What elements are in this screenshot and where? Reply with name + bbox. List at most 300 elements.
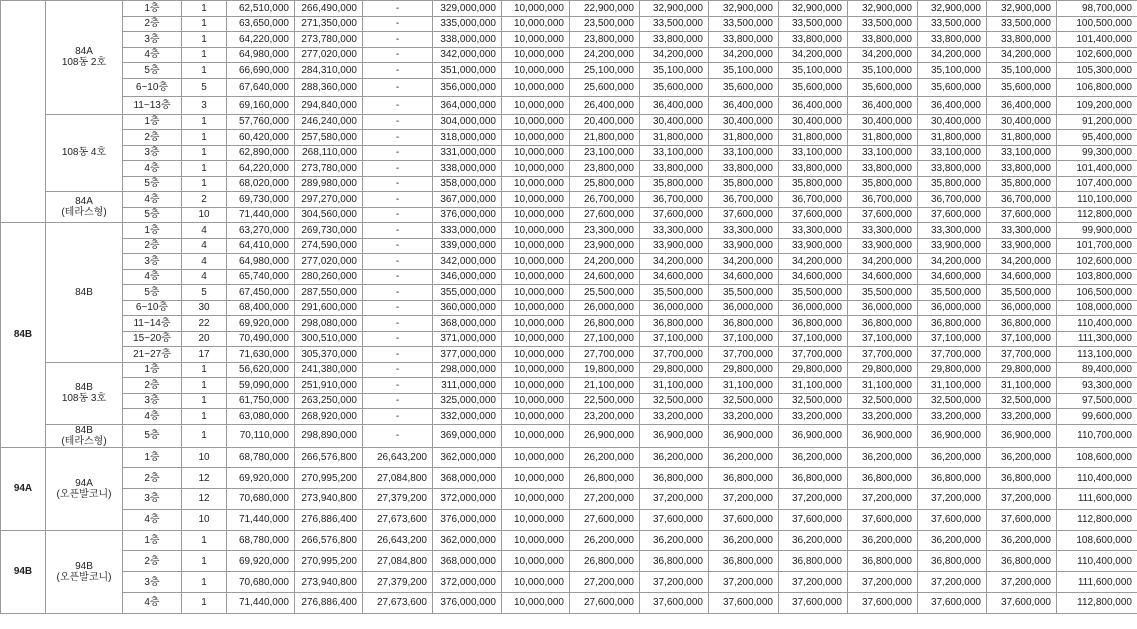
unit-group-label-line: 84A	[75, 196, 93, 207]
cell-installment-3: 37,200,000	[709, 489, 779, 510]
cell-building-price: 273,940,800	[295, 572, 363, 593]
cell-balance: 109,200,000	[1057, 96, 1137, 114]
cell-installment-2: 37,600,000	[640, 593, 709, 614]
cell-installment-2: 32,900,000	[640, 1, 709, 17]
cell-installment-1: 20,400,000	[570, 114, 640, 130]
cell-vat: -	[363, 63, 433, 79]
cell-contract: 10,000,000	[502, 1, 570, 17]
cell-installment-4: 33,100,000	[779, 145, 848, 161]
cell-installment-6: 35,500,000	[918, 285, 987, 301]
cell-vat: -	[363, 347, 433, 363]
cell-vat: -	[363, 1, 433, 17]
cell-installment-3: 34,200,000	[709, 254, 779, 270]
cell-units: 1	[182, 593, 227, 614]
cell-land-price: 68,780,000	[227, 447, 295, 468]
cell-installment-7: 36,800,000	[987, 468, 1057, 489]
unit-group-label-line: 108동 2호	[61, 57, 107, 69]
cell-installment-2: 37,200,000	[640, 572, 709, 593]
unit-group-label-line: (테라스형)	[61, 207, 107, 218]
cell-balance: 112,800,000	[1057, 509, 1137, 530]
cell-installment-5: 34,600,000	[848, 269, 918, 285]
cell-building-price: 289,980,000	[295, 176, 363, 192]
cell-building-price: 268,110,000	[295, 145, 363, 161]
cell-units: 1	[182, 424, 227, 447]
cell-balance: 89,400,000	[1057, 362, 1137, 378]
cell-contract: 10,000,000	[502, 530, 570, 551]
cell-installment-4: 33,900,000	[779, 238, 848, 254]
cell-installment-2: 37,100,000	[640, 331, 709, 347]
table-row	[1, 447, 1137, 468]
cell-installment-2: 35,800,000	[640, 176, 709, 192]
cell-contract: 10,000,000	[502, 254, 570, 270]
cell-floor: 4층	[123, 593, 182, 614]
cell-units: 4	[182, 254, 227, 270]
cell-units: 1	[182, 378, 227, 394]
cell-installment-6: 37,200,000	[918, 489, 987, 510]
cell-units: 1	[182, 572, 227, 593]
cell-building-price: 273,940,800	[295, 489, 363, 510]
cell-balance: 98,700,000	[1057, 1, 1137, 17]
cell-installment-3: 36,200,000	[709, 447, 779, 468]
cell-contract: 10,000,000	[502, 16, 570, 32]
cell-vat: -	[363, 47, 433, 63]
cell-installment-1: 26,200,000	[570, 447, 640, 468]
cell-floor: 2층	[123, 130, 182, 146]
table-row	[1, 424, 1137, 447]
cell-installment-3: 37,700,000	[709, 347, 779, 363]
cell-installment-1: 26,800,000	[570, 551, 640, 572]
cell-vat: 27,379,200	[363, 572, 433, 593]
cell-installment-2: 34,200,000	[640, 254, 709, 270]
cell-installment-4: 33,800,000	[779, 161, 848, 177]
cell-installment-7: 34,200,000	[987, 254, 1057, 270]
cell-vat: -	[363, 192, 433, 208]
cell-land-price: 64,220,000	[227, 32, 295, 48]
unit-group-cell	[46, 192, 123, 223]
unit-group-cell	[46, 1, 123, 115]
cell-vat: -	[363, 145, 433, 161]
cell-installment-3: 31,100,000	[709, 378, 779, 394]
cell-installment-3: 29,800,000	[709, 362, 779, 378]
cell-installment-6: 35,600,000	[918, 78, 987, 96]
cell-land-price: 64,220,000	[227, 161, 295, 177]
cell-land-price: 62,510,000	[227, 1, 295, 17]
cell-installment-4: 36,200,000	[779, 530, 848, 551]
cell-installment-4: 34,200,000	[779, 47, 848, 63]
cell-land-price: 65,740,000	[227, 269, 295, 285]
cell-balance: 110,700,000	[1057, 424, 1137, 447]
cell-land-price: 69,920,000	[227, 468, 295, 489]
cell-installment-2: 34,200,000	[640, 47, 709, 63]
cell-floor: 2층	[123, 378, 182, 394]
cell-total: 356,000,000	[433, 78, 502, 96]
cell-building-price: 288,360,000	[295, 78, 363, 96]
cell-installment-7: 35,100,000	[987, 63, 1057, 79]
unit-group-label-line: 94A	[75, 477, 93, 489]
cell-contract: 10,000,000	[502, 509, 570, 530]
table-row	[1, 207, 1137, 223]
cell-installment-3: 33,500,000	[709, 16, 779, 32]
cell-installment-4: 36,800,000	[779, 551, 848, 572]
cell-installment-2: 30,400,000	[640, 114, 709, 130]
cell-installment-7: 33,100,000	[987, 145, 1057, 161]
cell-land-price: 70,680,000	[227, 489, 295, 510]
cell-floor: 3층	[123, 145, 182, 161]
cell-building-price: 280,260,000	[295, 269, 363, 285]
cell-installment-4: 36,900,000	[779, 424, 848, 447]
cell-floor: 1층	[123, 1, 182, 17]
cell-building-price: 300,510,000	[295, 331, 363, 347]
cell-vat: -	[363, 176, 433, 192]
cell-installment-2: 33,800,000	[640, 161, 709, 177]
cell-installment-2: 35,100,000	[640, 63, 709, 79]
unit-group-cell	[46, 424, 123, 447]
cell-balance: 99,900,000	[1057, 223, 1137, 239]
cell-installment-4: 36,800,000	[779, 468, 848, 489]
cell-installment-2: 36,800,000	[640, 316, 709, 332]
cell-installment-5: 37,200,000	[848, 572, 918, 593]
cell-land-price: 69,920,000	[227, 316, 295, 332]
cell-vat: 27,084,800	[363, 551, 433, 572]
cell-balance: 99,300,000	[1057, 145, 1137, 161]
cell-installment-5: 33,800,000	[848, 161, 918, 177]
cell-balance: 103,800,000	[1057, 269, 1137, 285]
cell-balance: 102,600,000	[1057, 254, 1137, 270]
cell-building-price: 246,240,000	[295, 114, 363, 130]
cell-installment-3: 37,600,000	[709, 593, 779, 614]
table-row	[1, 16, 1137, 32]
cell-installment-6: 36,900,000	[918, 424, 987, 447]
cell-units: 1	[182, 145, 227, 161]
cell-units: 10	[182, 509, 227, 530]
table-row	[1, 551, 1137, 572]
cell-vat: -	[363, 96, 433, 114]
cell-installment-7: 35,500,000	[987, 285, 1057, 301]
cell-balance: 95,400,000	[1057, 130, 1137, 146]
cell-contract: 10,000,000	[502, 316, 570, 332]
cell-units: 1	[182, 114, 227, 130]
cell-installment-1: 26,400,000	[570, 96, 640, 114]
cell-building-price: 263,250,000	[295, 393, 363, 409]
cell-installment-4: 35,500,000	[779, 285, 848, 301]
cell-installment-6: 36,800,000	[918, 468, 987, 489]
cell-total: 371,000,000	[433, 331, 502, 347]
cell-units: 1	[182, 176, 227, 192]
table-row	[1, 114, 1137, 130]
cell-installment-1: 26,000,000	[570, 300, 640, 316]
cell-installment-5: 35,800,000	[848, 176, 918, 192]
cell-contract: 10,000,000	[502, 207, 570, 223]
cell-installment-7: 37,200,000	[987, 572, 1057, 593]
cell-building-price: 305,370,000	[295, 347, 363, 363]
cell-building-price: 251,910,000	[295, 378, 363, 394]
cell-units: 1	[182, 551, 227, 572]
cell-installment-6: 33,100,000	[918, 145, 987, 161]
cell-installment-4: 36,700,000	[779, 192, 848, 208]
cell-installment-4: 30,400,000	[779, 114, 848, 130]
cell-vat: -	[363, 78, 433, 96]
cell-building-price: 276,886,400	[295, 593, 363, 614]
table-row	[1, 254, 1137, 270]
table-row	[1, 509, 1137, 530]
cell-total: 331,000,000	[433, 145, 502, 161]
cell-land-price: 70,680,000	[227, 572, 295, 593]
cell-contract: 10,000,000	[502, 593, 570, 614]
cell-installment-5: 36,200,000	[848, 447, 918, 468]
cell-units: 1	[182, 32, 227, 48]
cell-balance: 91,200,000	[1057, 114, 1137, 130]
cell-total: 342,000,000	[433, 254, 502, 270]
cell-land-price: 62,890,000	[227, 145, 295, 161]
cell-floor: 5층	[123, 424, 182, 447]
table-row	[1, 63, 1137, 79]
cell-installment-4: 33,200,000	[779, 409, 848, 425]
cell-contract: 10,000,000	[502, 300, 570, 316]
cell-land-price: 68,780,000	[227, 530, 295, 551]
cell-units: 1	[182, 362, 227, 378]
cell-building-price: 291,600,000	[295, 300, 363, 316]
cell-installment-5: 37,200,000	[848, 489, 918, 510]
cell-installment-7: 34,600,000	[987, 269, 1057, 285]
cell-installment-2: 37,600,000	[640, 509, 709, 530]
cell-contract: 10,000,000	[502, 130, 570, 146]
table-row	[1, 593, 1137, 614]
unit-group-label-line: 108동 4호	[61, 147, 107, 159]
cell-installment-3: 36,900,000	[709, 424, 779, 447]
cell-land-price: 64,410,000	[227, 238, 295, 254]
cell-installment-6: 34,200,000	[918, 254, 987, 270]
cell-installment-4: 36,800,000	[779, 316, 848, 332]
cell-floor: 5층	[123, 207, 182, 223]
cell-balance: 112,800,000	[1057, 207, 1137, 223]
cell-installment-2: 37,700,000	[640, 347, 709, 363]
cell-installment-4: 37,200,000	[779, 489, 848, 510]
cell-contract: 10,000,000	[502, 192, 570, 208]
cell-units: 4	[182, 238, 227, 254]
cell-contract: 10,000,000	[502, 489, 570, 510]
cell-installment-3: 33,900,000	[709, 238, 779, 254]
cell-contract: 10,000,000	[502, 63, 570, 79]
unit-group-label-line: (테라스형)	[61, 435, 107, 447]
cell-installment-7: 36,700,000	[987, 192, 1057, 208]
unit-type-cell: 94A	[1, 447, 46, 530]
cell-installment-4: 36,400,000	[779, 96, 848, 114]
cell-installment-6: 33,800,000	[918, 161, 987, 177]
cell-installment-4: 37,100,000	[779, 331, 848, 347]
cell-installment-1: 23,100,000	[570, 145, 640, 161]
cell-vat: -	[363, 16, 433, 32]
cell-total: 368,000,000	[433, 316, 502, 332]
cell-floor: 4층	[123, 269, 182, 285]
cell-vat: 27,379,200	[363, 489, 433, 510]
cell-total: 304,000,000	[433, 114, 502, 130]
cell-installment-4: 36,200,000	[779, 447, 848, 468]
cell-balance: 93,300,000	[1057, 378, 1137, 394]
cell-installment-3: 37,600,000	[709, 207, 779, 223]
cell-building-price: 266,576,800	[295, 530, 363, 551]
cell-installment-2: 32,500,000	[640, 393, 709, 409]
cell-installment-5: 36,400,000	[848, 96, 918, 114]
cell-installment-4: 31,100,000	[779, 378, 848, 394]
unit-group-cell	[46, 362, 123, 424]
cell-installment-3: 36,400,000	[709, 96, 779, 114]
cell-balance: 105,300,000	[1057, 63, 1137, 79]
cell-total: 332,000,000	[433, 409, 502, 425]
cell-floor: 1층	[123, 223, 182, 239]
cell-installment-2: 33,300,000	[640, 223, 709, 239]
cell-installment-1: 25,800,000	[570, 176, 640, 192]
table-row	[1, 316, 1137, 332]
cell-units: 1	[182, 47, 227, 63]
table-row	[1, 161, 1137, 177]
cell-installment-5: 33,300,000	[848, 223, 918, 239]
cell-installment-5: 36,000,000	[848, 300, 918, 316]
cell-installment-3: 36,800,000	[709, 316, 779, 332]
cell-building-price: 277,020,000	[295, 47, 363, 63]
cell-land-price: 63,650,000	[227, 16, 295, 32]
cell-building-price: 273,780,000	[295, 161, 363, 177]
cell-installment-1: 23,300,000	[570, 223, 640, 239]
cell-floor: 1층	[123, 114, 182, 130]
cell-units: 1	[182, 16, 227, 32]
cell-contract: 10,000,000	[502, 223, 570, 239]
cell-land-price: 63,270,000	[227, 223, 295, 239]
cell-installment-4: 29,800,000	[779, 362, 848, 378]
cell-contract: 10,000,000	[502, 347, 570, 363]
cell-balance: 108,600,000	[1057, 447, 1137, 468]
cell-installment-1: 27,600,000	[570, 593, 640, 614]
table-row	[1, 32, 1137, 48]
cell-installment-7: 33,800,000	[987, 32, 1057, 48]
cell-installment-7: 37,100,000	[987, 331, 1057, 347]
cell-installment-6: 35,100,000	[918, 63, 987, 79]
cell-installment-7: 36,200,000	[987, 447, 1057, 468]
cell-installment-5: 35,500,000	[848, 285, 918, 301]
table-row	[1, 300, 1137, 316]
cell-total: 333,000,000	[433, 223, 502, 239]
cell-installment-5: 36,800,000	[848, 468, 918, 489]
cell-vat: 27,673,600	[363, 593, 433, 614]
table-row	[1, 96, 1137, 114]
cell-vat: -	[363, 254, 433, 270]
table-row	[1, 238, 1137, 254]
price-table-body	[1, 1, 1137, 614]
cell-installment-6: 36,000,000	[918, 300, 987, 316]
unit-group-label-line: 84B	[75, 382, 93, 393]
cell-installment-2: 36,200,000	[640, 530, 709, 551]
cell-total: 351,000,000	[433, 63, 502, 79]
cell-land-price: 70,110,000	[227, 424, 295, 447]
cell-installment-4: 33,300,000	[779, 223, 848, 239]
cell-contract: 10,000,000	[502, 96, 570, 114]
cell-installment-5: 37,100,000	[848, 331, 918, 347]
cell-installment-2: 31,800,000	[640, 130, 709, 146]
cell-total: 364,000,000	[433, 96, 502, 114]
unit-group-label-line: 84A	[75, 46, 93, 58]
cell-units: 12	[182, 489, 227, 510]
cell-installment-6: 36,700,000	[918, 192, 987, 208]
cell-total: 338,000,000	[433, 161, 502, 177]
cell-building-price: 276,886,400	[295, 509, 363, 530]
cell-floor: 1층	[123, 362, 182, 378]
cell-installment-7: 33,800,000	[987, 161, 1057, 177]
cell-installment-2: 36,800,000	[640, 468, 709, 489]
cell-installment-3: 35,100,000	[709, 63, 779, 79]
cell-installment-7: 37,200,000	[987, 489, 1057, 510]
cell-installment-7: 31,800,000	[987, 130, 1057, 146]
cell-units: 10	[182, 447, 227, 468]
cell-installment-7: 31,100,000	[987, 378, 1057, 394]
cell-installment-3: 36,700,000	[709, 192, 779, 208]
cell-installment-4: 35,100,000	[779, 63, 848, 79]
cell-contract: 10,000,000	[502, 424, 570, 447]
cell-total: 329,000,000	[433, 1, 502, 17]
cell-installment-3: 35,500,000	[709, 285, 779, 301]
cell-building-price: 294,840,000	[295, 96, 363, 114]
cell-contract: 10,000,000	[502, 409, 570, 425]
cell-vat: -	[363, 424, 433, 447]
cell-vat: -	[363, 378, 433, 394]
cell-floor: 2층	[123, 551, 182, 572]
table-row	[1, 378, 1137, 394]
cell-installment-6: 36,200,000	[918, 447, 987, 468]
cell-installment-7: 34,200,000	[987, 47, 1057, 63]
cell-land-price: 66,690,000	[227, 63, 295, 79]
cell-vat: -	[363, 223, 433, 239]
cell-installment-5: 29,800,000	[848, 362, 918, 378]
cell-installment-6: 36,800,000	[918, 551, 987, 572]
cell-installment-4: 31,800,000	[779, 130, 848, 146]
cell-installment-6: 29,800,000	[918, 362, 987, 378]
cell-installment-2: 31,100,000	[640, 378, 709, 394]
cell-installment-5: 36,900,000	[848, 424, 918, 447]
cell-units: 20	[182, 331, 227, 347]
cell-units: 2	[182, 192, 227, 208]
cell-balance: 106,800,000	[1057, 78, 1137, 96]
cell-units: 1	[182, 63, 227, 79]
cell-land-price: 69,730,000	[227, 192, 295, 208]
cell-floor: 2층	[123, 16, 182, 32]
cell-total: 339,000,000	[433, 238, 502, 254]
cell-installment-7: 36,000,000	[987, 300, 1057, 316]
cell-total: 367,000,000	[433, 192, 502, 208]
cell-installment-2: 35,500,000	[640, 285, 709, 301]
cell-floor: 11~14층	[123, 316, 182, 332]
cell-contract: 10,000,000	[502, 32, 570, 48]
cell-balance: 97,500,000	[1057, 393, 1137, 409]
cell-installment-2: 36,700,000	[640, 192, 709, 208]
cell-units: 12	[182, 468, 227, 489]
cell-floor: 15~20층	[123, 331, 182, 347]
cell-total: 358,000,000	[433, 176, 502, 192]
cell-installment-1: 27,600,000	[570, 509, 640, 530]
cell-land-price: 70,490,000	[227, 331, 295, 347]
cell-vat: -	[363, 269, 433, 285]
cell-balance: 111,600,000	[1057, 489, 1137, 510]
unit-group-label-line: 108동 3호	[61, 393, 107, 404]
table-row	[1, 130, 1137, 146]
table-row	[1, 572, 1137, 593]
cell-installment-1: 27,100,000	[570, 331, 640, 347]
cell-installment-4: 32,500,000	[779, 393, 848, 409]
cell-vat: -	[363, 285, 433, 301]
cell-installment-3: 36,200,000	[709, 530, 779, 551]
cell-installment-6: 37,600,000	[918, 593, 987, 614]
cell-total: 377,000,000	[433, 347, 502, 363]
cell-units: 1	[182, 130, 227, 146]
cell-balance: 108,000,000	[1057, 300, 1137, 316]
cell-installment-4: 35,800,000	[779, 176, 848, 192]
